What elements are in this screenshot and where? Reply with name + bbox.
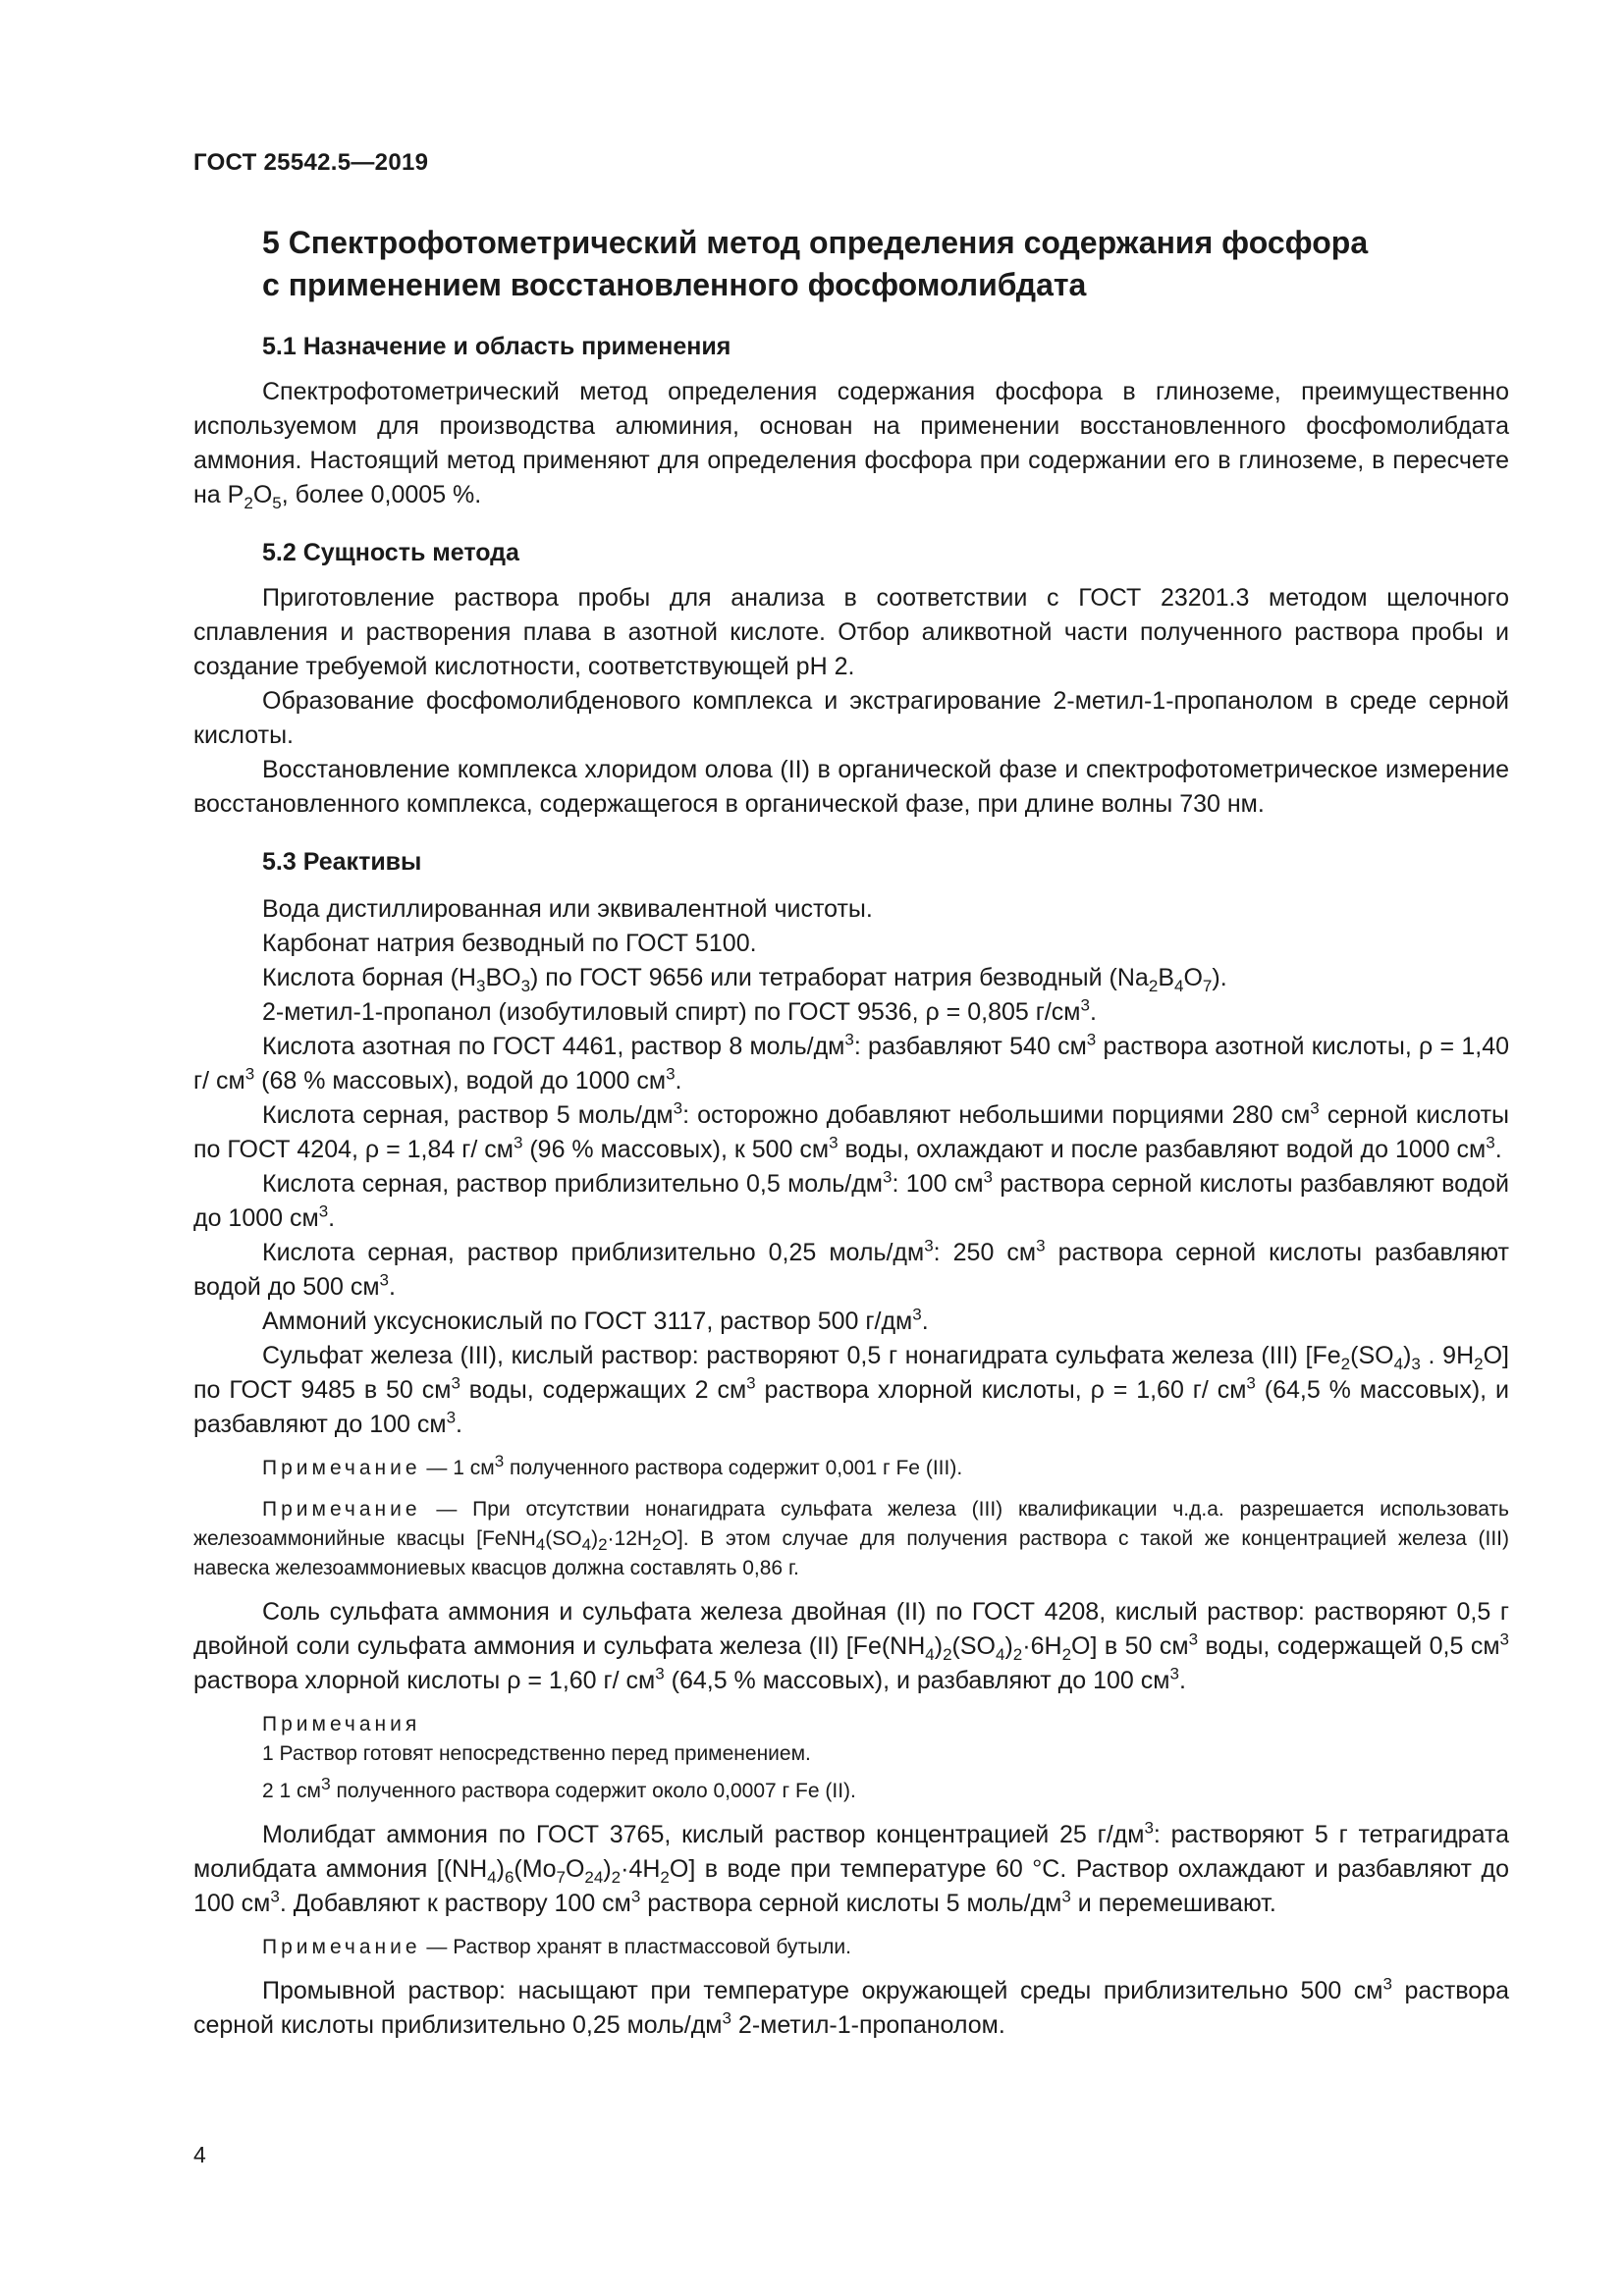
heading-5-2: 5.2 Сущность метода (262, 539, 519, 566)
page-content (193, 222, 1509, 2043)
standard-number: ГОСТ 25542.5—2019 (193, 149, 429, 176)
section-title-line2: с применением восстановленного фосфомолибдата (262, 267, 1087, 302)
paragraph-5-1: Спектрофотометрический метод определения содержания фосфора в глиноземе, преимущественно используемом для производства алюминия, основан на применении восстановленного фосфомолибдата аммония. Настоящий метод применяют для определения фосфора при содержании его в глиноземе, в пересчете на $P_2O_5$, более 0,0005 %. (193, 378, 1509, 512)
reagent-ammonium-molybdate: Молибдат аммония по ГОСТ 3765, кислый раствор концентрацией 25 $г/дм^3$: растворяют 5 г тетрагидрата молибдата аммония $[(NH_4)_6(Mo_7O_{24})_2\cdot 4H_2O]$ в воде при температуре 60 °С. Раствор охлаждают и разбавляют до 100 $см^3$. Добавляют к раствору 100 $см^3$ раствора серной кислоты 5 моль/$дм^3$ и перемешивают. (193, 1818, 1510, 1917)
paragraph-5-2-c: Восстановление комплекса хлоридом олова (II) в органической фазе и спектрофотометрическое измерение восстановленного комплекса, содержащегося в органической фазе, при длине волны 730 нм. (193, 756, 1509, 818)
note-item-2: 2 1 $см^3$ полученного раствора содержит около 0,0007 г Fe (II). (262, 1774, 856, 1802)
page-number: 4 (193, 2142, 206, 2167)
reagent-ammonium-acetate: Аммоний уксуснокислый по ГОСТ 3117, раствор 500 $г/дм^3$. (262, 1305, 929, 1335)
paragraph-5-2-a: Приготовление раствора пробы для анализа в соответствии с ГОСТ 23201.3 методом щелочного сплавления и растворения плава в азотной кислоте. Отбор аликвотной части полученного раствора пробы и создание требуемой кислотности, соответствующей pH 2. (193, 584, 1509, 680)
reagent-wash-solution: Промывной раствор: насыщают при температуре окружающей среды приблизительно 500 $см^3$ раствора серной кислоты приблизительно 0,25 моль/$дм^3$ 2-метил-1-пропанолом. (193, 1974, 1509, 2039)
notes-iron-ii (262, 1710, 1509, 1806)
reagent-nitric-acid: Кислота азотная по ГОСТ 4461, раствор 8 моль/$дм^3$: разбавляют 540 $см^3$ раствора азотной кислоты, ρ = 1,40 г/ $см^3$ (68 % массовых), водой до 1000 $см^3$. (193, 1030, 1509, 1095)
section-title-line1: 5 Спектрофотометрический метод определения содержания фосфора (262, 225, 1369, 260)
heading-5-3: 5.3 Реактивы (262, 848, 422, 876)
section-title (262, 222, 1509, 306)
reagent-water: Вода дистиллированная или эквивалентной чистоты. (262, 895, 873, 923)
reagent-iron-ii-salt: Соль сульфата аммония и сульфата железа двойная (II) по ГОСТ 4208, кислый раствор: растворяют 0,5 г двойной соли сульфата аммония и сульфата железа (II) $[Fe(NH_4)_2(SO_4)_2\cdot 6H_2O]$ в 50 $см^3$ воды, содержащей 0,5 $см^3$ раствора хлорной кислоты ρ = 1,60 г/ $см^3$ (64,5 % массовых), и разбавляют до 100 $см^3$. (193, 1598, 1509, 1694)
reagent-boric-acid: Кислота борная $(H_3BO_3)$ по ГОСТ 9656 или тетраборат натрия безводный $(Na_2B_4O_7)$. (262, 964, 1227, 995)
reagent-propanol: 2-метил-1-пропанол (изобутиловый спирт) по ГОСТ 9536, ρ = 0,805 $г/см^3$. (262, 995, 1097, 1026)
reagent-sulfuric-5m: Кислота серная, раствор 5 моль/$дм^3$: осторожно добавляют небольшими порциями 280 $см^3$ серной кислоты по ГОСТ 4204, ρ = 1,84 г/ $см^3$ (96 % массовых), к 500 $см^3$ воды, охлаждают и после разбавляют водой до 1000 $см^3$. (193, 1098, 1509, 1163)
paragraph-5-2-b: Образование фосфомолибденового комплекса и экстрагирование 2-метил-1-пропанолом в среде серной кислоты. (193, 687, 1509, 749)
note-iron-content: Примечание — 1 $см^3$ полученного раствора содержит 0,001 г Fe (III). (262, 1452, 963, 1479)
note-iron-alum: Примечание — При отсутствии нонагидрата сульфата железа (III) квалификации ч.д.а. разрешается использовать железоаммонийные квасцы $[FeNH_4(SO_4)_2\cdot 12H_2O]$. В этом случае для получения раствора с такой же концентрацией железа (III) навеска железоаммониевых квасцов должна составлять 0,86 г. (193, 1498, 1510, 1579)
note-item-1: 1 Раствор готовят непосредственно перед применением. (262, 1742, 811, 1765)
notes-label: Примечания (262, 1713, 421, 1735)
reagent-sulfuric-025m: Кислота серная, раствор приблизительно 0,25 моль/$дм^3$: 250 $см^3$ раствора серной кислоты разбавляют водой до 500 $см^3$. (193, 1236, 1509, 1301)
reagent-sulfuric-05m: Кислота серная, раствор приблизительно 0,5 моль/$дм^3$: 100 $см^3$ раствора серной кислоты разбавляют водой до 1000 $см^3$. (193, 1167, 1509, 1232)
reagent-iron-iii-sulfate: Сульфат железа (III), кислый раствор: растворяют 0,5 г нонагидрата сульфата железа (III) [$Fe_2(SO_4)_3$ . $9H_2O$] по ГОСТ 9485 в 50 $см^3$ воды, содержащих 2 $см^3$ раствора хлорной кислоты, ρ = 1,60 г/ $см^3$ (64,5 % массовых), и разбавляют до 100 $см^3$. (193, 1342, 1509, 1438)
heading-5-1: 5.1 Назначение и область применения (262, 333, 731, 360)
note-storage: Примечание — Раствор хранят в пластмассовой бутыли. (262, 1936, 851, 1958)
reagent-carbonate: Карбонат натрия безводный по ГОСТ 5100. (262, 930, 757, 957)
